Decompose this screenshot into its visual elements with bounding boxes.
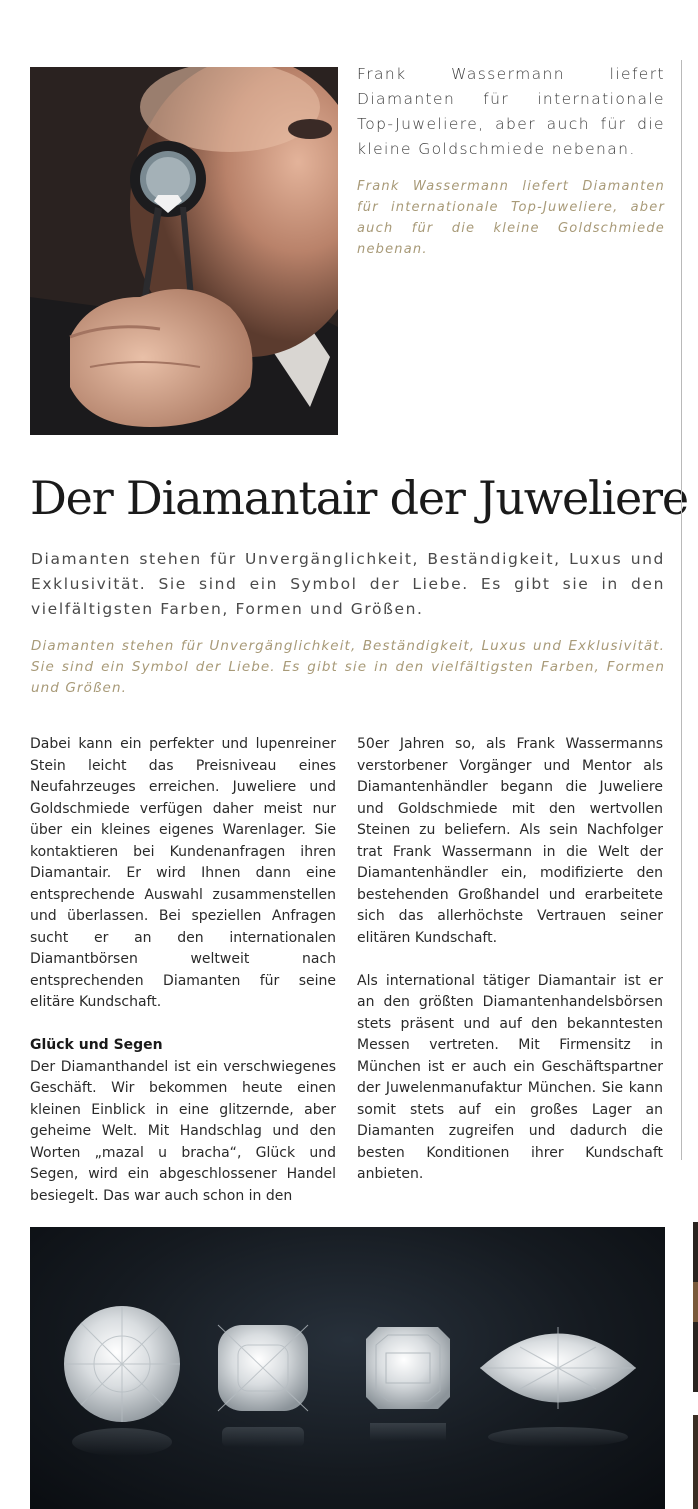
four-diamonds-image (30, 1227, 665, 1509)
body-paragraph: 50er Jahren so, als Frank Wassermanns verstorbener Vorgänger und Mentor als Diamantenhändler begann die Juweliere und Goldschmiede mit den wertvollen Steinen zu beliefern. Als sein Nachfolger trat Frank Wassermann in die Welt der Diamantenhändler ein, modifizierte den bestehenden Großhandel und erarbeitete sich das allerhöchste Vertrauen seiner elitären Kundschaft. (357, 736, 663, 946)
jeweler-with-loupe-image (30, 67, 338, 435)
lead-italic-text: Diamanten stehen für Unvergänglichkeit, Beständigkeit, Luxus und Exklusivität. Sie sind ein Symbol der Liebe. Es gibt sie in den vielfältigsten Farben, Formen und Größen. (31, 638, 665, 696)
body-paragraph: Der Diamanthandel ist ein verschwiegenes Geschäft. Wir bekommen heute einen kleinen Einblick in eine glitzernde, aber geheime Welt. Mit Handschlag und den Worten „mazal u bracha“, Glück und Segen, wird ein abgeschlossener Handel besiegelt. Das war auch schon in den (30, 1058, 336, 1204)
lead-text: Diamanten stehen für Unvergänglichkeit, Beständigkeit, Luxus und Exklusivität. Sie sind ein Symbol der Liebe. Es gibt sie in den vielfältigsten Farben, Formen und Größen. (31, 550, 665, 618)
body-paragraph: Dabei kann ein perfekter und lupenreiner Stein leicht das Preisniveau eines Neufahrzeuges erreichen. Juweliere und Goldschmiede verfügen daher meist nur über ein kleines eigenes Warenlager. Sie kontaktieren bei Kundenanfragen ihren Diamantair. Er wird Ihnen dann eine entsprechende Auswahl zusammenstellen und überlassen. Bei speziellen Anfragen sucht er an den internationalen Diamantbörsen weltweit nach entsprechenden Diamanten für seine elitäre Kundschaft. (30, 736, 336, 1010)
body-column-right (357, 734, 663, 1207)
diamonds-photo (30, 1227, 665, 1509)
portrait-photo (30, 67, 338, 435)
body-paragraph: Als international tätiger Diamantair ist er an den größten Diamantenhandelsbörsen stets präsent und auf den bekanntesten Messen vertreten. Mit Firmensitz in München ist er auch ein Geschäftspartner der Juwelenmanufaktur München. Sie kann somit stets auf ein großes Lager an Diamanten zugreifen und dadurch die besten Konditionen ihrer Kundschaft anbieten. (357, 972, 663, 1182)
adjacent-page-divider (681, 60, 698, 1160)
article-title: Der Diamantair der Juweliere (30, 471, 688, 525)
adjacent-page-photo-edge-lower (693, 1415, 698, 1509)
intro-block (357, 62, 665, 260)
section-heading: Glück und Segen (30, 1037, 163, 1053)
intro-text: Frank Wassermann liefert Diamanten für internationale Top-Juweliere, aber auch für die kleine Goldschmiede nebenan. (357, 65, 665, 158)
body-column-left (30, 734, 336, 1229)
intro-italic-text: Frank Wassermann liefert Diamanten für internationale Top-Juweliere, aber auch für die kleine Goldschmiede nebenan. (357, 179, 665, 257)
adjacent-page-photo-edge (693, 1222, 698, 1392)
